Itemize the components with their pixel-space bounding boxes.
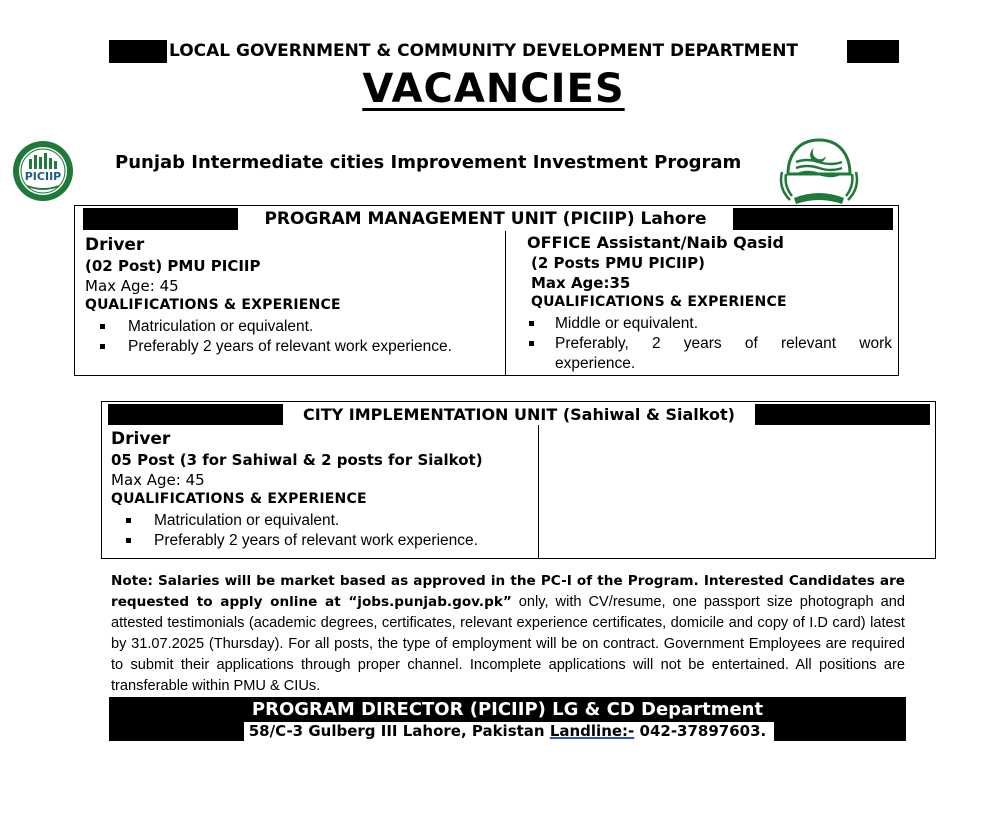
landline-label: Landline:- xyxy=(549,722,635,740)
job-card-driver xyxy=(85,234,490,357)
qualifications-heading: QUALIFICATIONS & EXPERIENCE xyxy=(85,297,341,313)
requirement-item: Middle or equivalent. xyxy=(527,314,892,334)
program-name: Punjab Intermediate cities Improvement Investment Program xyxy=(115,152,742,173)
job-card-office-assistant xyxy=(527,233,892,374)
pmu-vacancies-table xyxy=(74,205,899,376)
job-posts: (2 Posts PMU PICIIP) xyxy=(531,254,705,272)
ciu-heading-bar xyxy=(108,404,930,425)
qualifications-heading: QUALIFICATIONS & EXPERIENCE xyxy=(531,294,787,310)
requirement-item: Preferably, 2 years of relevant work xyxy=(527,334,892,354)
job-posts: 05 Post (3 for Sahiwal & 2 posts for Sialkot) xyxy=(111,451,483,469)
job-posts: (02 Post) PMU PICIIP xyxy=(85,257,261,275)
punjab-government-emblem-icon xyxy=(776,138,862,208)
pmu-heading-bar xyxy=(83,208,893,230)
job-title: Driver xyxy=(111,429,171,449)
requirement-continuation: experience. xyxy=(555,355,636,372)
job-max-age: Max Age:35 xyxy=(531,274,631,292)
requirement-item: Preferably 2 years of relevant work experience. xyxy=(85,337,490,357)
pmu-heading: PROGRAM MANAGEMENT UNIT (PICIIP) Lahore xyxy=(238,208,733,230)
contact-footer xyxy=(109,697,906,741)
requirement-item: Preferably 2 years of relevant work experience. xyxy=(111,531,531,551)
column-divider xyxy=(505,231,506,376)
qualifications-heading: QUALIFICATIONS & EXPERIENCE xyxy=(111,491,367,507)
contact-address xyxy=(109,721,906,741)
ciu-vacancies-table xyxy=(101,401,936,559)
note-bold-text: : Salaries will be market based as approved in the PC-I of the Program. Interested Candidates are requested to apply online at “jobs.punjab.gov.pk” xyxy=(111,573,905,610)
page-title: VACANCIES xyxy=(362,66,625,112)
piciip-logo-icon xyxy=(12,140,74,202)
job-title: OFFICE Assistant/Naib Qasid xyxy=(527,233,784,252)
department-banner xyxy=(109,40,899,63)
program-director: PROGRAM DIRECTOR (PICIIP) LG & CD Department xyxy=(251,699,764,720)
note-body: only, with CV/resume, one passport size photograph and attested testimonials (academic degrees, certificates, relevant experience certificates, domicile and copy of I.D card) latest by 31.07.2025 (Thursday). For all posts, the type of employment will be on contract. Government Employees are required to submit their applications through proper channel. Incomplete applications will not be entertained. All positions are transferable within PMU & CIUs. xyxy=(111,594,905,694)
department-name: LOCAL GOVERNMENT & COMMUNITY DEVELOPMENT DEPARTMENT xyxy=(167,40,847,63)
column-divider xyxy=(538,425,539,559)
ciu-heading: CITY IMPLEMENTATION UNIT (Sahiwal & Sialkot) xyxy=(283,404,755,425)
requirement-item: Matriculation or equivalent. xyxy=(85,317,490,337)
note-label: Note xyxy=(111,573,148,589)
application-note xyxy=(111,571,905,697)
svg-text:PICIIP: PICIIP xyxy=(24,170,62,183)
requirement-item: Matriculation or equivalent. xyxy=(111,511,531,531)
job-title: Driver xyxy=(85,235,145,255)
job-max-age: Max Age: 45 xyxy=(85,277,179,295)
job-max-age: Max Age: 45 xyxy=(111,471,205,489)
address-text: 58/C-3 Gulberg III Lahore, Pakistan xyxy=(248,722,550,740)
job-card-driver-ciu xyxy=(111,428,531,551)
phone-number: 042-37897603. xyxy=(634,722,767,740)
